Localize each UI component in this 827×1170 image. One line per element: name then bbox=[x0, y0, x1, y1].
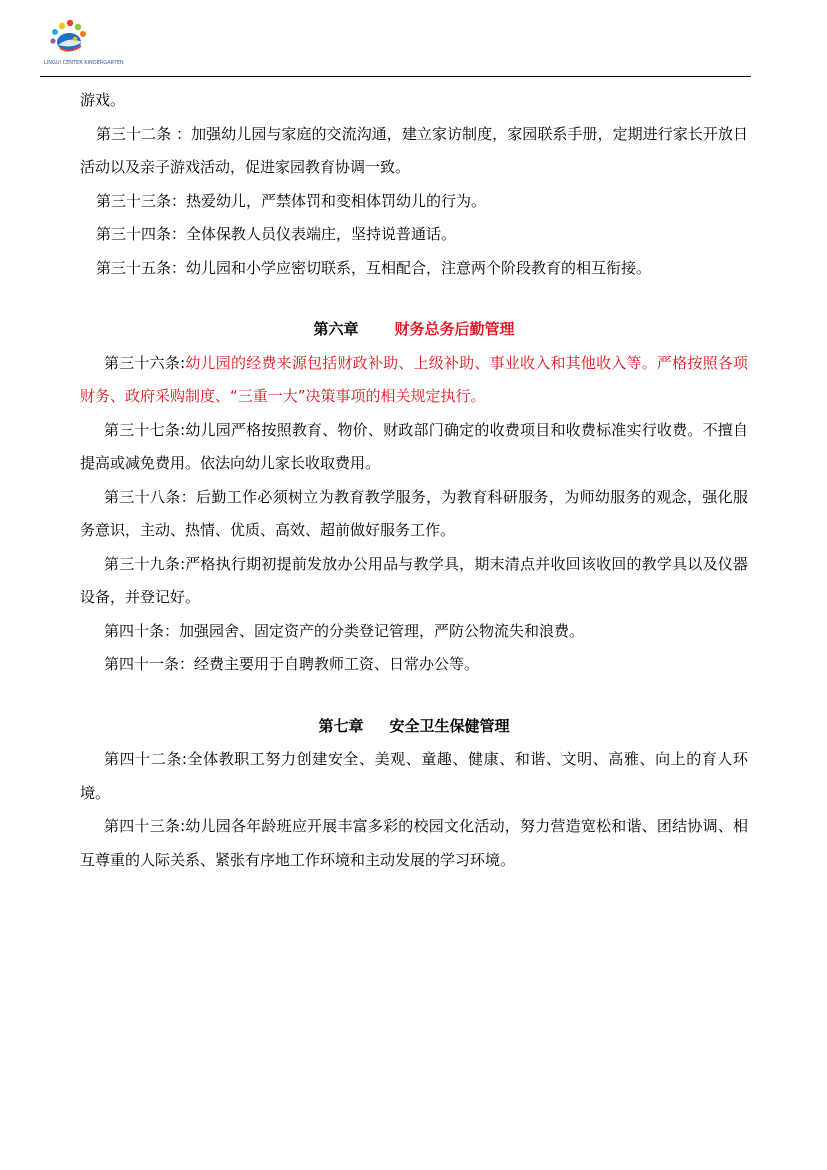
page-header bbox=[40, 18, 751, 78]
chapter-7-number: 第七章 bbox=[318, 716, 364, 735]
chapter-6-number: 第六章 bbox=[313, 320, 359, 338]
article-42: 第四十二条:全体教职工努力创建安全、美观、童趣、健康、和谐、文明、高雅、向上的育人环境。 bbox=[80, 750, 748, 802]
article-37: 第三十七条:幼儿园严格按照教育、物价、财政部门确定的收费项目和收费标准实行收费。不擅自提高或减免费用。依法向幼儿家长收取费用。 bbox=[80, 420, 748, 472]
article-38: 第三十八条：后勤工作必须树立为教育教学服务，为教育科研服务，为师幼服务的观念，强化服务意识，主动、热情、优质、高效、超前做好服务工作。 bbox=[80, 487, 748, 539]
section-gap bbox=[80, 285, 748, 313]
article-39: 第三十九条:严格执行期初提前发放办公用品与教学具，期末清点并收回该收回的教学具以及仪器设备，并登记好。 bbox=[80, 554, 748, 606]
article-40: 第四十条：加强园舍、固定资产的分类登记管理，严防公物流失和浪费。 bbox=[104, 621, 585, 640]
chapter-7-heading bbox=[80, 710, 748, 744]
article-35: 第三十五条：幼儿园和小学应密切联系，互相配合，注意两个阶段教育的相互衔接。 bbox=[96, 258, 652, 277]
chapter-7-title: 安全卫生保健管理 bbox=[389, 716, 510, 735]
article-33: 第三十三条：热爱幼儿，严禁体罚和变相体罚幼儿的行为。 bbox=[96, 191, 487, 210]
article-34: 第三十四条：全体保教人员仪表端庄，坚持说普通话。 bbox=[96, 225, 457, 243]
paragraph-continuation: 游戏。 bbox=[80, 91, 126, 109]
chapter-6-title: 财务总务后勤管理 bbox=[394, 320, 515, 338]
article-36-text: 幼儿园的经费来源包括财政补助、上级补助、事业收入和其他收入等。严格按照各项财务、政府采购制度、“三重一大”决策事项的相关规定执行。 bbox=[80, 353, 748, 405]
document-body bbox=[80, 84, 748, 877]
article-41: 第四十一条：经费主要用于自聘教师工资、日常办公等。 bbox=[104, 655, 480, 673]
article-36 bbox=[80, 347, 748, 414]
article-32: 第三十二条 ：加强幼儿园与家庭的交流沟通，建立家访制度，家园联系手册，定期进行家长开放日活动以及亲子游戏活动，促进家园教育协调一致。 bbox=[80, 124, 748, 176]
article-36-label: 第三十六条: bbox=[104, 353, 186, 372]
chapter-6-heading bbox=[80, 313, 748, 347]
section-gap bbox=[80, 682, 748, 710]
article-43: 第四十三条:幼儿园各年龄班应开展丰富多彩的校园文化活动，努力营造宽松和谐、团结协调、相互尊重的人际关系、紧张有序地工作环境和主动发展的学习环境。 bbox=[80, 817, 748, 869]
header-divider bbox=[40, 76, 751, 77]
logo-caption: LINGUI CENTER KINDERGARTEN bbox=[44, 60, 124, 66]
